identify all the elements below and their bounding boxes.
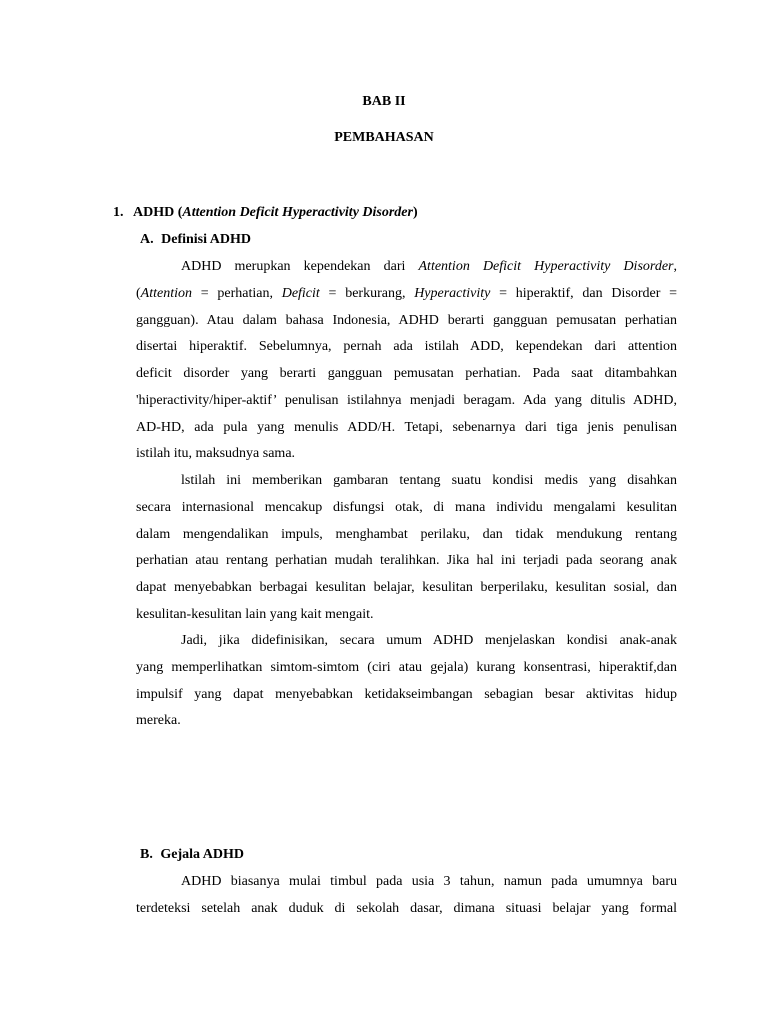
chapter-title: PEMBAHASAN [334, 130, 434, 145]
para-line: lstilah ini memberikan gambaran tentang suatu kondisi medis yang disahkan [181, 473, 677, 488]
para-line: dapat menyebabkan berbagai kesulitan belajar, kesulitan berperilaku, kesulitan sosial, dan [136, 580, 677, 595]
definition-paragraph-3 [136, 628, 677, 735]
text-italic: Deficit [281, 285, 320, 301]
para-line: ADHD biasanya mulai timbul pada usia 3 tahun, namun pada umumnya baru [181, 874, 677, 889]
para-line: terdeteksi setelah anak duduk di sekolah dasar, dimana situasi belajar yang formal [136, 900, 677, 916]
para-line: perhatian atau rentang perhatian mudah teralihkan. Jika hal ini terjadi pada seorang anak [136, 553, 677, 569]
section-1-title-prefix: ADHD ( [133, 205, 183, 220]
para-line: kesulitan-kesulitan lain yang kait mengait. [136, 606, 374, 622]
para-line: impulsif yang dapat menyebabkan ketidakseimbangan sebagian besar aktivitas hidup [136, 686, 677, 702]
para-line: yang memperlihatkan simtom-simtom (ciri atau gejala) kurang konsentrasi, hiperaktif,dan [136, 659, 677, 675]
subsection-a-title: Definisi ADHD [161, 232, 251, 247]
text-span: ADHD merupkan kependekan dari [181, 259, 419, 274]
text-span: ( [136, 285, 141, 301]
subsection-b-heading [140, 847, 244, 863]
para-line [136, 254, 677, 281]
text-italic: Attention [140, 285, 192, 301]
subsection-b-title: Gejala ADHD [160, 847, 244, 862]
symptoms-paragraph-1 [136, 869, 677, 923]
text-italic: Attention Deficit Hyperactivity Disorder [418, 259, 674, 274]
definition-paragraph-1 [136, 254, 677, 468]
text-span: , [673, 259, 677, 274]
para-line: deficit disorder yang berarti gangguan pemusatan perhatian. Pada saat ditambahkan [136, 366, 677, 381]
para-line: secara internasional mencakup disfungsi otak, di mana individu mengalami kesulitan [136, 499, 677, 515]
para-line: istilah itu, maksudnya sama. [136, 446, 296, 462]
text-span: = hiperaktif, dan Disorder = [490, 285, 677, 301]
section-1-title-italic: Attention Deficit Hyperactivity Disorder [182, 205, 413, 220]
para-line: Jadi, jika didefinisikan, secara umum ADHD menjelaskan kondisi anak-anak [181, 633, 677, 648]
section-1-heading [113, 205, 418, 221]
text-span: = perhatian, [192, 285, 282, 301]
definition-paragraph-2 [136, 468, 677, 629]
para-line: AD-HD, ada pula yang menulis ADD/H. Tetapi, sebenarnya dari tiga jenis penulisan [136, 419, 677, 435]
section-1-title-suffix: ) [412, 205, 418, 220]
para-line: 'hiperactivity/hiper-aktif’ penulisan istilahnya menjadi beragam. Ada yang ditulis ADHD, [136, 392, 677, 408]
subsection-b-label: B. [140, 847, 153, 862]
para-line: gangguan). Atau dalam bahasa Indonesia, ADHD berarti gangguan pemusatan perhatian [136, 312, 677, 328]
chapter-label: BAB II [362, 94, 406, 109]
para-line: disertai hiperaktif. Sebelumnya, pernah ada istilah ADD, kependekan dari attention [136, 339, 677, 355]
subsection-a-label: A. [140, 232, 154, 247]
text-span: = berkurang, [319, 285, 415, 301]
text-italic: Hyperactivity [414, 285, 491, 301]
para-line: mereka. [136, 713, 181, 729]
para-line: dalam mengendalikan impuls, menghambat perilaku, dan tidak mendukung rentang [136, 526, 677, 542]
section-1-number: 1. [113, 205, 124, 220]
subsection-a-heading [140, 232, 251, 248]
para-line [136, 281, 677, 308]
